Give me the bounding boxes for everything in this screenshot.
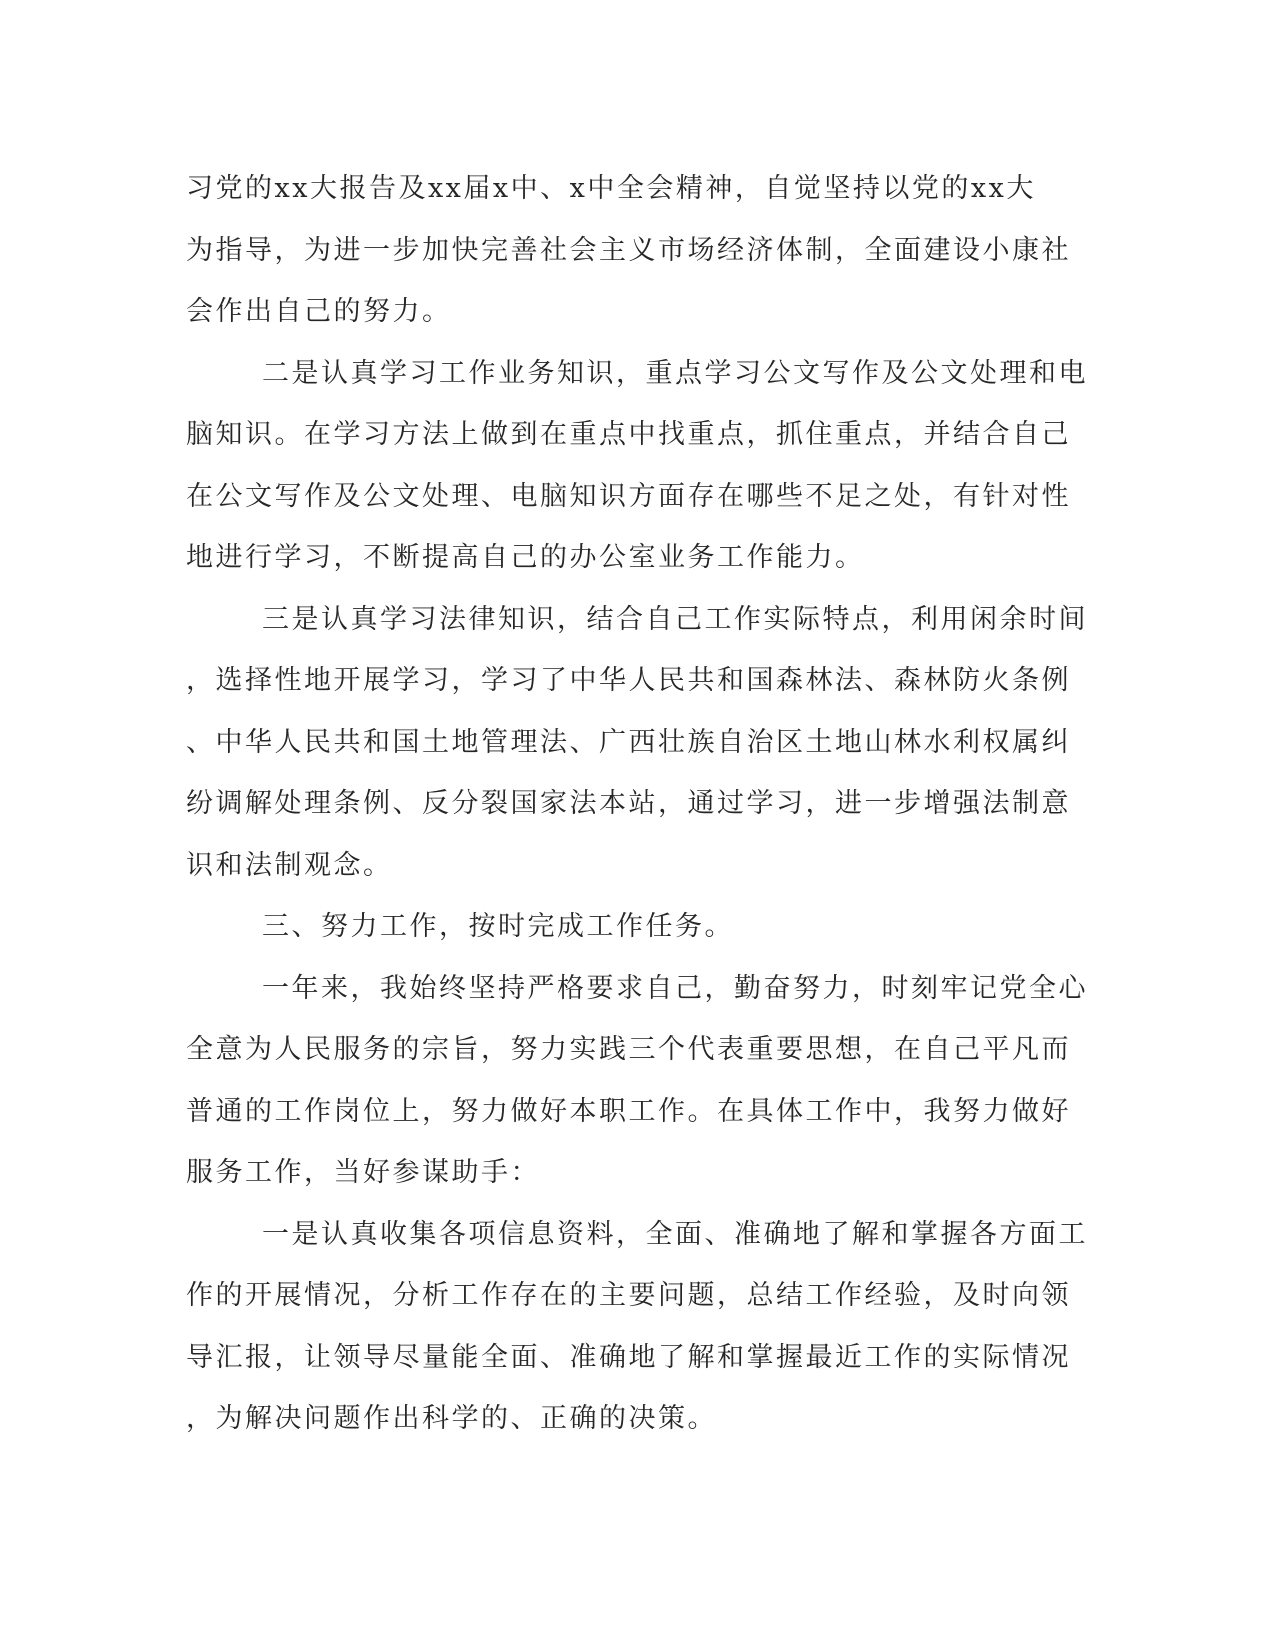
paragraph-1 xyxy=(186,158,1071,343)
text-line: 、中华人民共和国土地管理法、广西壮族自治区土地山林水利权属纠 xyxy=(186,726,1071,758)
text-line: 一年来，我始终坚持严格要求自己，勤奋努力，时刻牢记党全心 xyxy=(262,972,1088,1004)
text-line: 地进行学习，不断提高自己的办公室业务工作能力。 xyxy=(186,542,865,573)
heading-line: 三、努力工作，按时完成工作任务。 xyxy=(262,911,734,942)
text-line: 习党的xx大报告及xx届x中、x中全会精神，自觉坚持以党的xx大 xyxy=(186,173,1036,204)
section-heading xyxy=(186,896,1066,958)
text-line: 在公文写作及公文处理、电脑知识方面存在哪些不足之处，有针对性 xyxy=(186,480,1071,512)
paragraph-5 xyxy=(186,958,1088,1204)
text-line: 二是认真学习工作业务知识，重点学习公文写作及公文处理和电 xyxy=(262,357,1088,389)
document-body xyxy=(186,158,1088,1450)
text-line: 全意为人民服务的宗旨，努力实践三个代表重要思想，在自己平凡而 xyxy=(186,1034,1071,1065)
text-line: 脑知识。在学习方法上做到在重点中找重点，抓住重点，并结合自己 xyxy=(186,419,1071,450)
text-line: 三是认真学习法律知识，结合自己工作实际特点，利用闲余时间 xyxy=(262,603,1088,635)
text-line: 导汇报，让领导尽量能全面、准确地了解和掌握最近工作的实际情况 xyxy=(186,1341,1071,1373)
text-line: 作的开展情况，分析工作存在的主要问题，总结工作经验，及时向领 xyxy=(186,1280,1071,1311)
text-line: 会作出自己的努力。 xyxy=(186,296,452,327)
paragraph-2 xyxy=(186,343,1088,589)
text-line: 为指导，为进一步加快完善社会主义市场经济体制，全面建设小康社 xyxy=(186,234,1071,266)
text-line: 服务工作，当好参谋助手： xyxy=(186,1157,540,1188)
paragraph-6 xyxy=(186,1204,1088,1450)
text-line: 识和法制观念。 xyxy=(186,849,393,881)
text-line: 普通的工作岗位上，努力做好本职工作。在具体工作中，我努力做好 xyxy=(186,1095,1071,1127)
text-line: ，为解决问题作出科学的、正确的决策。 xyxy=(186,1403,717,1434)
text-line: ，选择性地开展学习，学习了中华人民共和国森林法、森林防火条例 xyxy=(186,665,1071,696)
text-line: 纷调解处理条例、反分裂国家法本站，通过学习，进一步增强法制意 xyxy=(186,788,1071,819)
paragraph-3 xyxy=(186,589,1088,897)
text-line: 一是认真收集各项信息资料，全面、准确地了解和掌握各方面工 xyxy=(262,1218,1088,1250)
